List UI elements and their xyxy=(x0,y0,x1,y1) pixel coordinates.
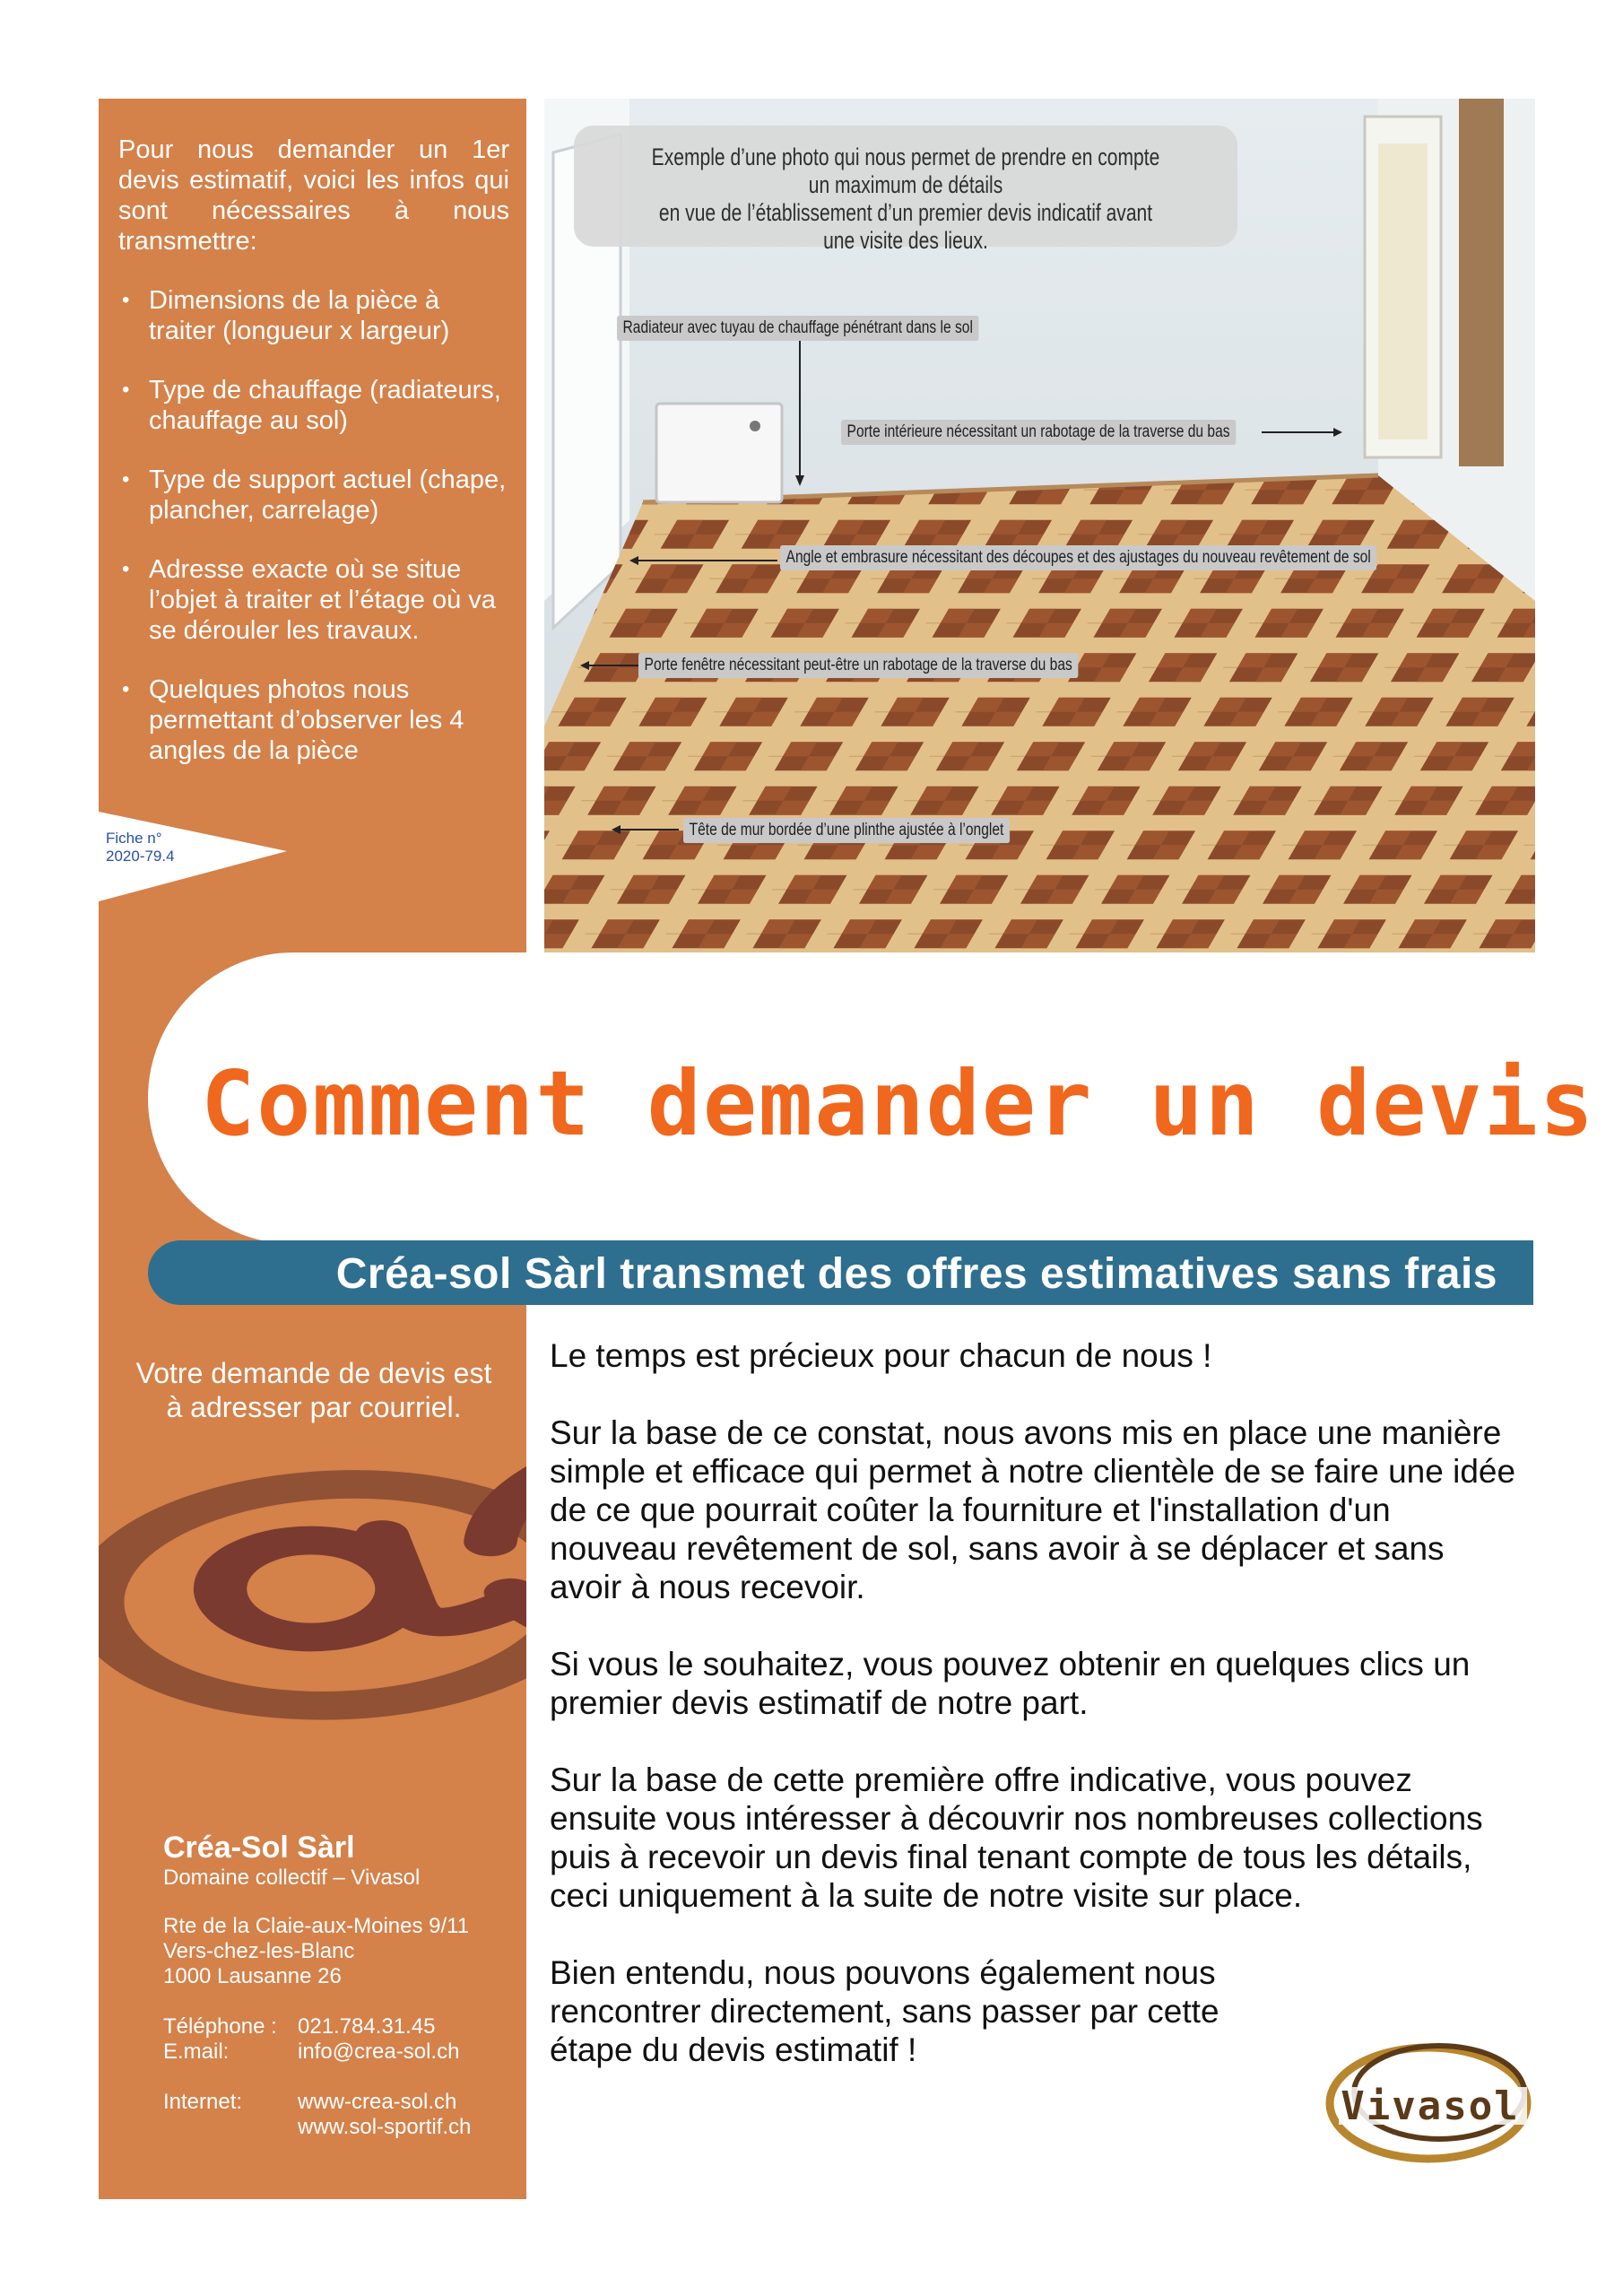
phone-number: 021.784.31.45 xyxy=(298,2014,436,2039)
annotation-corner: Angle et embrasure nécessitant des découpes et des ajustages du nouveau revêtement de sol xyxy=(780,545,1376,570)
email-request-note: Votre demande de devis est à adresser par courriel. xyxy=(135,1357,492,1423)
requirements-list xyxy=(118,285,513,795)
annotation-radiator: Radiateur avec tuyau de chauffage pénétrant dans le sol xyxy=(617,316,978,341)
company-info: Créa-Sol Sàrl Domaine collectif – Vivasol Rte de la Claie-aux-Moines 9/11 Vers-chez-les-Blanc 1000 Lausanne 26 Téléphone : 021.784.31.45 E.mail: info@crea-sol.ch Internet: www-crea-sol.ch www.sol-sportif.ch xyxy=(163,1831,472,2139)
logo-text: Vivasol xyxy=(1341,2083,1520,2129)
at-sign-icon xyxy=(99,1435,526,1749)
paragraph: Bien entendu, nous pouvons également nous rencontrer directement, sans passer par cette étape du devis estimatif ! xyxy=(550,1954,1219,2068)
paragraph: Si vous le souhaitez, vous pouvez obtenir en quelques clics un premier devis estimatif de notre part. xyxy=(550,1646,1471,1721)
annotation-wall-end: Tête de mur bordée d’une plinthe ajustée à l’onglet xyxy=(683,818,1010,843)
vivasol-logo xyxy=(1323,2031,1538,2170)
paragraph: Sur la base de ce constat, nous avons mis en place une manière simple et efficace qui permet à notre clientèle de se faire une idée de ce que pourrait coûter la fourniture et l'installation d'un nouveau revêtement de sol, sans avoir à se déplacer et sans avoir à nous recevoir. xyxy=(550,1414,1516,1605)
list-item: • Type de chauffage (radiateurs, chauffage au sol) xyxy=(122,376,501,435)
fiche-number: Fiche n° 2020-79.4 xyxy=(106,830,175,865)
list-item: • Adresse exacte où se situe l’objet à traiter et l’étage où va se dérouler les travaux. xyxy=(122,555,496,645)
photo-caption: Exemple d’une photo qui nous permet de prendre en compte un maximum de détails en vue de l’établissement d’un premier devis indicatif avant une visite des lieux. xyxy=(574,126,1237,247)
website-link[interactable]: www.sol-sportif.ch xyxy=(298,2115,472,2139)
subtitle-banner xyxy=(148,1240,1533,1305)
paragraph: Sur la base de cette première offre indicative, vous pouvez ensuite vous intéresser à découvrir nos nombreuses collections puis à recevoir un devis final tenant compte de tous les détails, ceci uniquement à la suite de notre visite sur place. xyxy=(550,1761,1483,1914)
list-item: • Quelques photos nous permettant d’observer les 4 angles de la pièce xyxy=(122,675,464,765)
sidebar-intro: Pour nous demander un 1er devis estimatif, voici les infos qui sont nécessaires à nous transmettre: xyxy=(118,135,509,256)
website-link[interactable]: www-crea-sol.ch xyxy=(298,2090,457,2114)
annotation-interior-door: Porte intérieure nécessitant un rabotage de la traverse du bas xyxy=(841,420,1236,445)
email-link[interactable]: info@crea-sol.ch xyxy=(298,2039,460,2064)
main-content xyxy=(550,1336,1523,2108)
page-title: Comment demander un devis xyxy=(201,1051,1596,1156)
list-item: • Type de support actuel (chape, plancher, carrelage) xyxy=(122,465,507,525)
paragraph: Le temps est précieux pour chacun de nous ! xyxy=(550,1337,1212,1374)
annotation-window-door: Porte fenêtre nécessitant peut-être un rabotage de la traverse du bas xyxy=(638,653,1078,678)
banner-text: Créa-sol Sàrl transmet des offres estimatives sans frais xyxy=(335,1250,1497,1298)
list-item: • Dimensions de la pièce à traiter (longueur x largeur) xyxy=(122,286,450,345)
